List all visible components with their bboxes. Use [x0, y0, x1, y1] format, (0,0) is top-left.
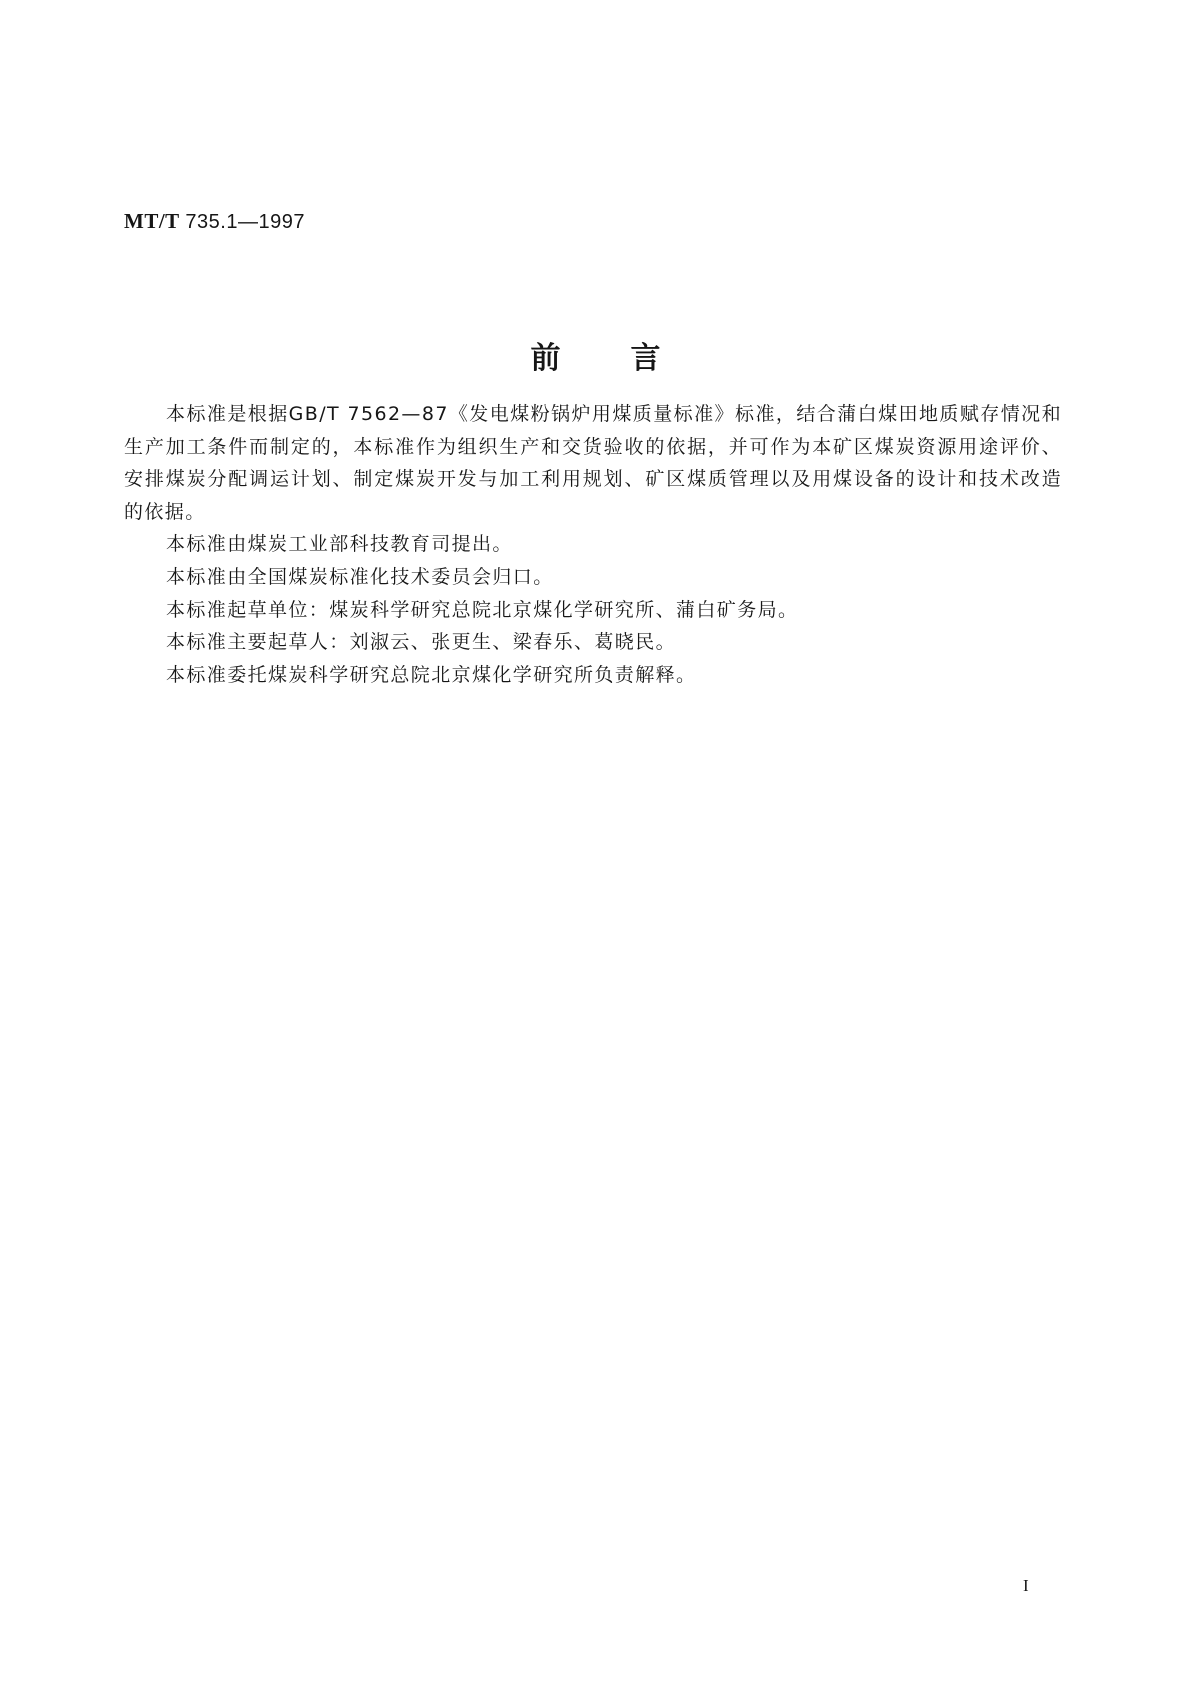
section-heading-char-1: 前	[530, 341, 561, 376]
section-heading-char-2: 言	[630, 341, 661, 376]
standard-code	[124, 209, 305, 234]
paragraph-basis: 本标准是根据GB/T 7562—87《发电煤粉锅炉用煤质量标准》标准，结合蒲白煤田地质赋存情况和生产加工条件而制定的，本标准作为组织生产和交货验收的依据，并可作为本矿区煤炭资源用途评价、安排煤炭分配调运计划、制定煤炭开发与加工利用规划、矿区煤质管理以及用煤设备的设计和技术改造的依据。	[124, 403, 1062, 523]
paragraph-centralizer: 本标准由全国煤炭标准化技术委员会归口。	[166, 565, 554, 588]
paragraph-drafting-units: 本标准起草单位：煤炭科学研究总院北京煤化学研究所、蒲白矿务局。	[166, 598, 799, 621]
paragraph-interpretation: 本标准委托煤炭科学研究总院北京煤化学研究所负责解释。	[166, 663, 697, 686]
standard-code-number: 735.1—1997	[185, 211, 305, 233]
section-heading	[0, 333, 1191, 377]
paragraph-drafters: 本标准主要起草人：刘淑云、张更生、梁春乐、葛晓民。	[166, 631, 677, 654]
page-number: I	[1023, 1576, 1029, 1595]
foreword-body	[124, 398, 1062, 691]
standard-code-prefix: MT/T	[124, 209, 180, 233]
paragraph-proposer: 本标准由煤炭工业部科技教育司提出。	[166, 533, 513, 556]
